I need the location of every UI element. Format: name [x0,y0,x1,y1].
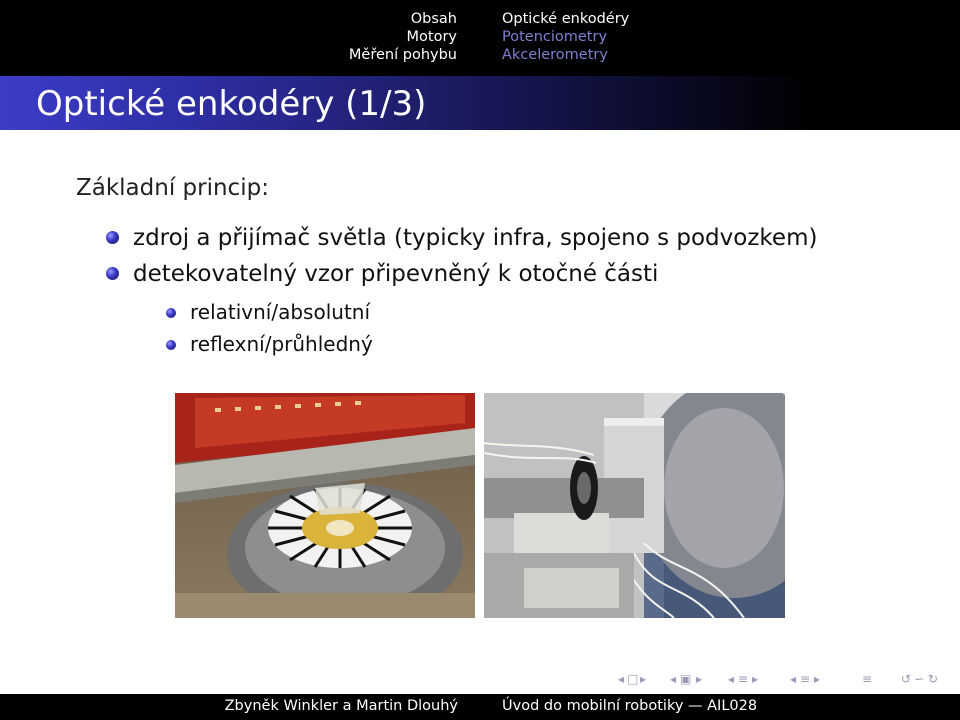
bullet-ball-icon [106,231,119,244]
subbullet-ball-icon [166,340,176,350]
nav-subsection-akcelerometry[interactable]: Akcelerometry [502,47,608,63]
subbullet-text: relativní/absolutní [190,300,371,324]
document-icon[interactable]: ≡ [862,672,873,686]
footer-authors: Zbyněk Winkler a Martin Dlouhý [224,698,458,714]
nav-next-section-icon[interactable]: ▸ [814,672,821,686]
bullet-ball-icon [106,267,119,280]
nav-section-obsah[interactable]: Obsah [410,11,457,27]
bullet-item [133,223,817,253]
subbullet-item [190,298,370,326]
nav-next-frame-icon[interactable]: ▸ [640,672,647,686]
nav-next-slide-icon[interactable]: ▸ [696,672,703,686]
intro-heading: Základní princip: [76,175,269,201]
nav-section-motory[interactable]: Motory [406,29,457,45]
subbullet-item [190,330,373,358]
header-bar [0,0,960,76]
nav-prev-slide-icon[interactable]: ◂ [670,672,677,686]
frame-icon[interactable]: □ [627,672,639,686]
frame-title: Optické enkodéry (1/3) [36,84,427,124]
bullet-text: zdroj a přijímač světla (typicky infra, spojeno s podvozkem) [133,225,818,251]
forward-icon[interactable]: ↻ [928,672,939,686]
search-icon[interactable]: ∽ [914,672,925,686]
back-icon[interactable]: ↺ [901,672,912,686]
subsection-nav [502,10,802,64]
wheel-sensor-photo [484,393,785,618]
subsection-icon[interactable]: ≡ [738,672,749,686]
nav-prev-section-icon[interactable]: ◂ [790,672,797,686]
nav-subsection-potenciometry[interactable]: Potenciometry [502,29,608,45]
nav-prev-frame-icon[interactable]: ◂ [618,672,625,686]
nav-next-subsection-icon[interactable]: ▸ [752,672,759,686]
subbullet-text: reflexní/průhledný [190,332,373,356]
section-icon[interactable]: ≡ [800,672,811,686]
nav-subsection-opticke-enkodery[interactable]: Optické enkodéry [502,11,630,27]
footer-course-title: Úvod do mobilní robotiky — AIL028 [502,698,758,714]
subbullet-ball-icon [166,308,176,318]
footer-right [480,694,960,720]
section-nav [300,10,457,64]
nav-prev-subsection-icon[interactable]: ◂ [728,672,735,686]
bullet-item [133,259,658,289]
bullet-text: detekovatelný vzor připevněný k otočné části [133,261,659,287]
slide-icon[interactable]: ▣ [680,672,692,686]
footer-left [0,694,480,720]
encoder-wheel-photo [175,393,475,618]
nav-section-mereni-pohybu[interactable]: Měření pohybu [348,47,457,63]
